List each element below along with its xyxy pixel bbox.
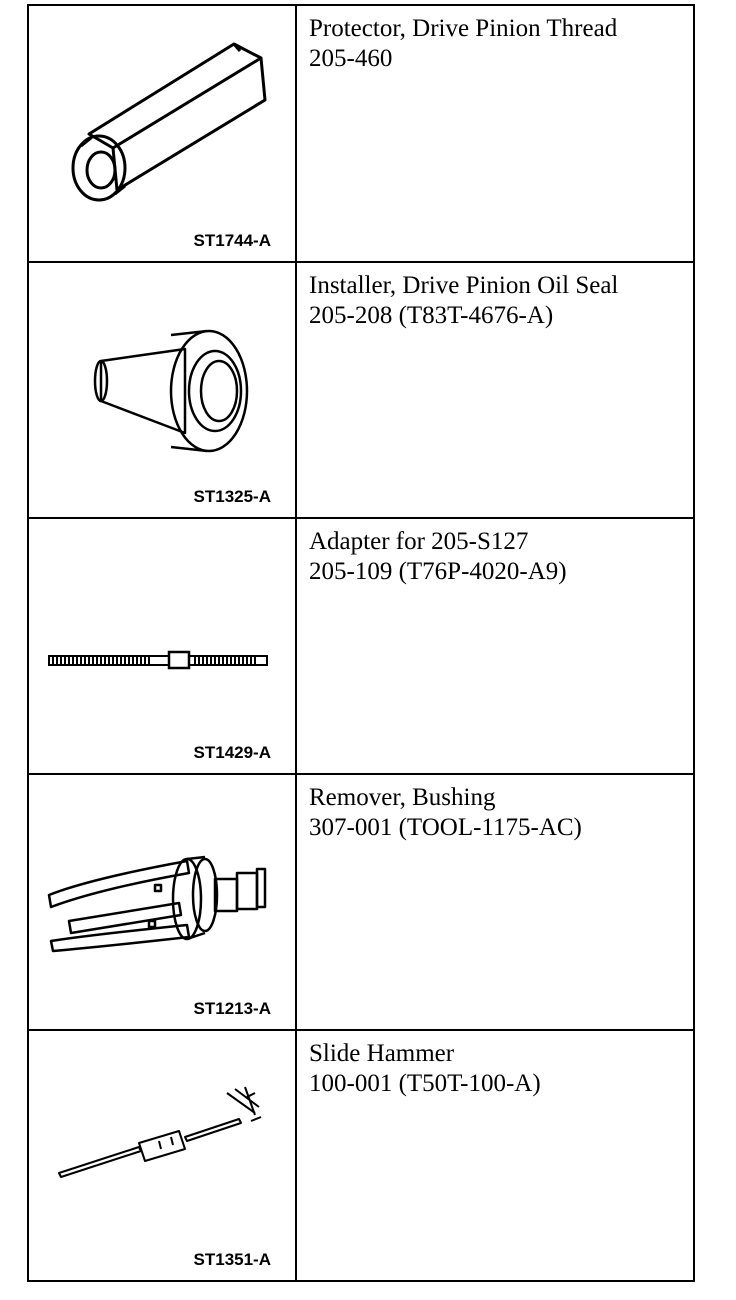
tool-number: 100-001 (T50T-100-A) — [309, 1070, 541, 1097]
tool-description-cell — [297, 6, 693, 261]
slide-hammer-icon — [29, 1031, 295, 1280]
threaded-rod-adapter-icon — [29, 519, 295, 773]
illustration-code: ST1325-A — [193, 487, 271, 506]
tool-row — [29, 519, 693, 775]
tool-number: 205-208 (T83T-4676-A) — [309, 302, 554, 329]
special-tools-table — [27, 4, 695, 1282]
tool-number: 205-109 (T76P-4020-A9) — [309, 558, 567, 585]
tool-row — [29, 6, 693, 263]
tool-name: Protector, Drive Pinion Thread — [309, 15, 618, 42]
tool-name: Remover, Bushing — [309, 784, 496, 811]
tool-description-cell — [297, 263, 693, 517]
tool-number: 205-460 — [309, 45, 393, 72]
illustration-code: ST1351-A — [193, 1250, 271, 1269]
tool-illustration-cell — [29, 775, 297, 1029]
oil-seal-installer-icon — [29, 263, 295, 517]
tool-illustration-cell — [29, 263, 297, 517]
tool-description-cell — [297, 775, 693, 1029]
tool-illustration-cell — [29, 6, 297, 261]
tool-name: Installer, Drive Pinion Oil Seal — [309, 272, 619, 299]
bushing-remover-icon — [29, 775, 295, 1029]
tool-name: Slide Hammer — [309, 1040, 455, 1067]
tool-row — [29, 263, 693, 519]
tool-name: Adapter for 205-S127 — [309, 528, 529, 555]
tool-number: 307-001 (TOOL-1175-AC) — [309, 814, 582, 841]
tool-row — [29, 775, 693, 1031]
tool-illustration-cell — [29, 519, 297, 773]
tool-description-cell — [297, 519, 693, 773]
illustration-code: ST1429-A — [193, 743, 271, 762]
tool-description-cell — [297, 1031, 693, 1280]
tool-illustration-cell — [29, 1031, 297, 1280]
tool-row — [29, 1031, 693, 1280]
hex-thread-protector-icon — [29, 6, 295, 261]
illustration-code: ST1213-A — [193, 999, 271, 1018]
illustration-code: ST1744-A — [193, 231, 271, 250]
